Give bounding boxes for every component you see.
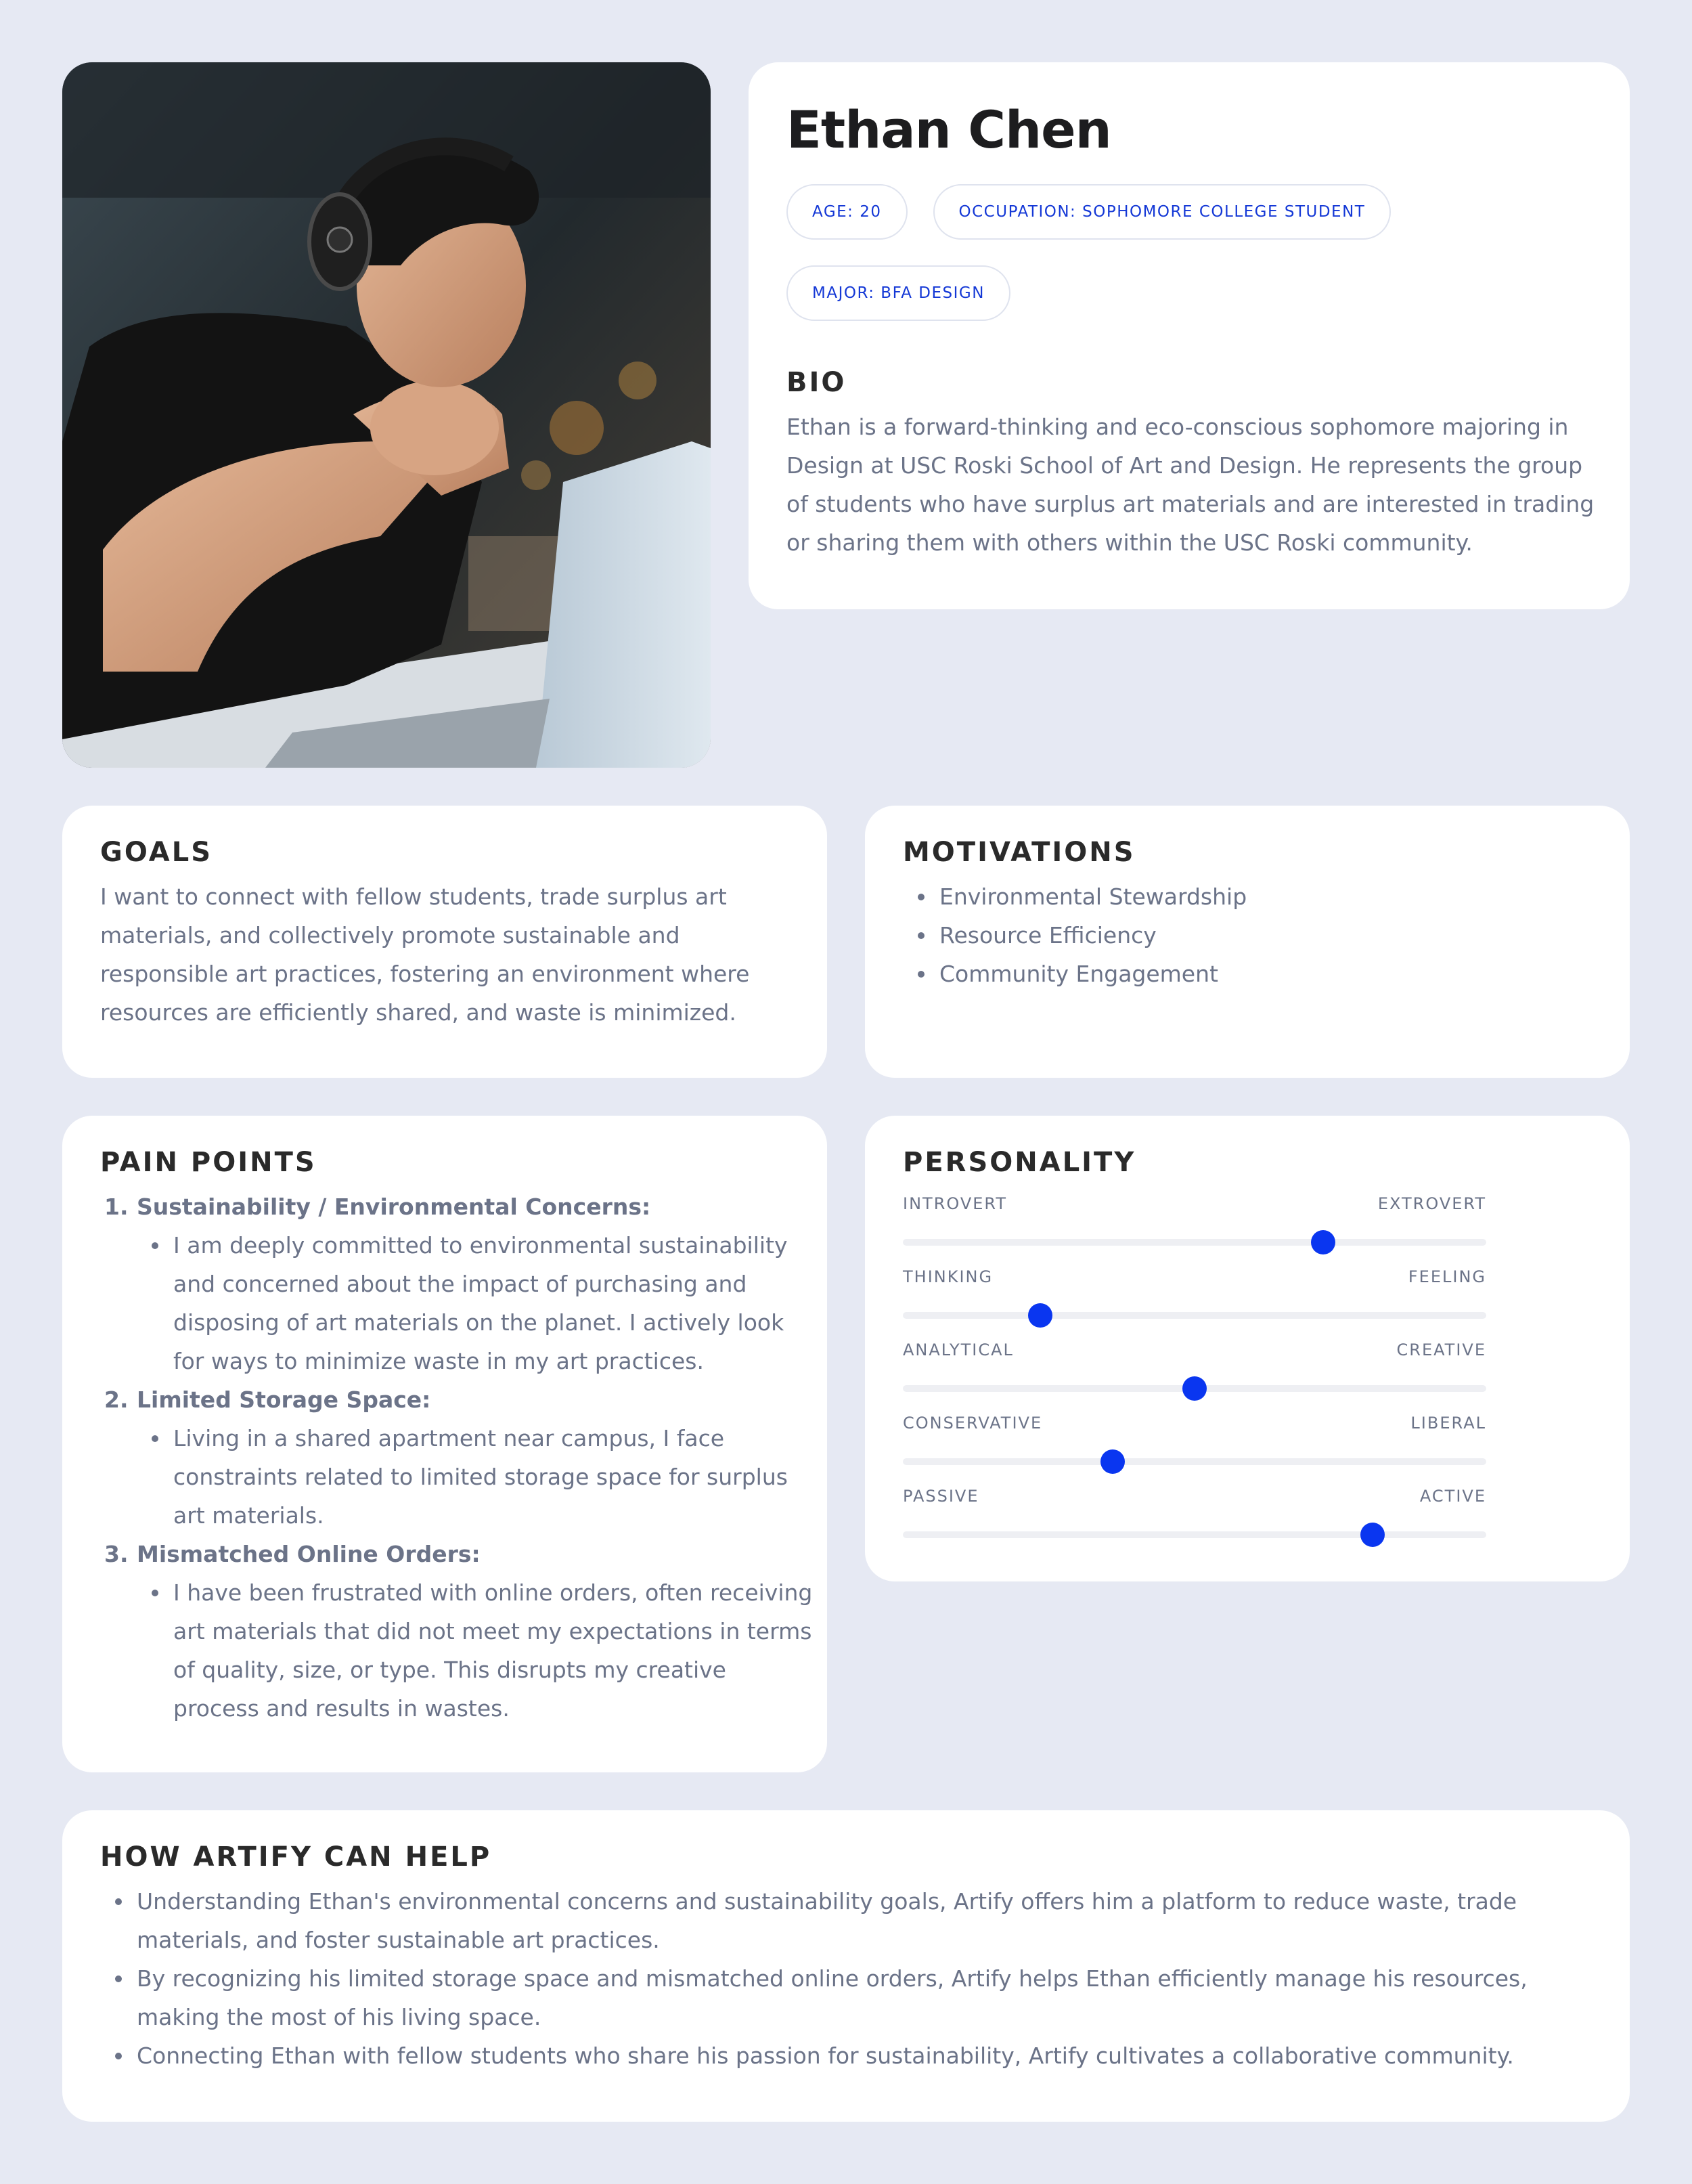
slider-track bbox=[903, 1312, 1486, 1319]
motivations-heading: MOTIVATIONS bbox=[903, 837, 1136, 868]
personality-sliders bbox=[903, 1186, 1592, 1552]
slider-left-label: CONSERVATIVE bbox=[903, 1414, 1043, 1433]
slider-right-label: EXTROVERT bbox=[1377, 1194, 1486, 1213]
slider-thumb bbox=[1100, 1449, 1125, 1474]
pain-point-number: 2. bbox=[104, 1386, 129, 1413]
major-tag: MAJOR: BFA DESIGN bbox=[786, 265, 1010, 321]
slider-left-label: INTROVERT bbox=[903, 1194, 1008, 1213]
personality-slider-thinking-feeling bbox=[903, 1259, 1486, 1332]
help-list bbox=[100, 1882, 1592, 2075]
personality-heading: PERSONALITY bbox=[903, 1147, 1136, 1178]
profile-photo-illustration bbox=[62, 62, 711, 768]
slider-thumb bbox=[1028, 1303, 1052, 1328]
how-artify-can-help-card bbox=[62, 1810, 1630, 2122]
pain-point-number: 3. bbox=[104, 1541, 129, 1567]
personality-slider-analytical-creative bbox=[903, 1332, 1486, 1405]
slider-left-label: ANALYTICAL bbox=[903, 1340, 1014, 1359]
pain-point-heading: Limited Storage Space: bbox=[137, 1386, 431, 1413]
slider-right-label: CREATIVE bbox=[1396, 1340, 1486, 1359]
personality-card bbox=[865, 1116, 1630, 1581]
pain-point-item bbox=[100, 1187, 789, 1380]
list-item: Resource Efficiency bbox=[903, 916, 1592, 955]
pain-point-detail: I have been frustrated with online orders, often receiving art materials that did not meet my expectations in terms of quality, size, or type. This disrupts my creative process and results in wastes. bbox=[137, 1573, 814, 1728]
personality-slider-passive-active bbox=[903, 1479, 1486, 1552]
personality-slider-introvert-extrovert bbox=[903, 1186, 1486, 1259]
pain-point-heading: Mismatched Online Orders: bbox=[137, 1541, 481, 1567]
pain-points-card bbox=[62, 1116, 827, 1772]
profile-photo bbox=[62, 62, 711, 768]
persona-tags bbox=[786, 184, 1531, 321]
age-tag: AGE: 20 bbox=[786, 184, 908, 240]
goals-card bbox=[62, 806, 827, 1078]
slider-track bbox=[903, 1458, 1486, 1465]
occupation-tag: OCCUPATION: SOPHOMORE COLLEGE STUDENT bbox=[933, 184, 1392, 240]
bio-text: Ethan is a forward-thinking and eco-conscious sophomore majoring in Design at USC Roski School of Art and Design. He represents the group of students who have surplus art materials and are interested in trading or sharing them with others within the USC Roski community. bbox=[786, 414, 1595, 556]
slider-right-label: FEELING bbox=[1408, 1267, 1486, 1286]
profile-header-card bbox=[749, 62, 1630, 609]
slider-right-label: LIBERAL bbox=[1410, 1414, 1486, 1433]
motivations-list bbox=[903, 877, 1592, 993]
pain-points-heading: PAIN POINTS bbox=[100, 1147, 317, 1178]
pain-points-list bbox=[100, 1187, 813, 1728]
goals-heading: GOALS bbox=[100, 837, 213, 868]
slider-left-label: THINKING bbox=[903, 1267, 994, 1286]
slider-track bbox=[903, 1531, 1486, 1538]
bio-heading: BIO bbox=[786, 367, 847, 398]
list-item: Environmental Stewardship bbox=[903, 877, 1592, 916]
pain-point-number: 1. bbox=[104, 1194, 129, 1220]
slider-thumb bbox=[1360, 1523, 1385, 1547]
list-item: Community Engagement bbox=[903, 955, 1592, 993]
slider-left-label: PASSIVE bbox=[903, 1487, 979, 1506]
list-item: Connecting Ethan with fellow students who share his passion for sustainability, Artify cultivates a collaborative community. bbox=[100, 2036, 1555, 2075]
slider-thumb bbox=[1182, 1376, 1207, 1401]
slider-right-label: ACTIVE bbox=[1419, 1487, 1486, 1506]
help-heading: HOW ARTIFY CAN HELP bbox=[100, 1841, 492, 1873]
persona-name: Ethan Chen bbox=[786, 100, 1111, 160]
pain-point-item bbox=[100, 1380, 789, 1535]
pain-point-detail: I am deeply committed to environmental sustainability and concerned about the impact of purchasing and disposing of art materials on the planet. I actively look for ways to minimize waste in my art practices. bbox=[137, 1226, 814, 1380]
slider-thumb bbox=[1311, 1230, 1335, 1254]
slider-track bbox=[903, 1385, 1486, 1392]
goals-text: I want to connect with fellow students, trade surplus art materials, and collectively promote sustainable and responsible art practices, fostering an environment where resources are efficiently shared, and waste is minimized. bbox=[100, 883, 750, 1026]
slider-track bbox=[903, 1239, 1486, 1246]
personality-slider-conservative-liberal bbox=[903, 1405, 1486, 1479]
list-item: Understanding Ethan's environmental concerns and sustainability goals, Artify offers him a platform to reduce waste, trade materials, and foster sustainable art practices. bbox=[100, 1882, 1555, 1959]
pain-point-item bbox=[100, 1535, 813, 1728]
pain-point-detail: Living in a shared apartment near campus, I face constraints related to limited storage space for surplus art materials. bbox=[137, 1419, 814, 1535]
list-item: By recognizing his limited storage space and mismatched online orders, Artify helps Ethan efficiently manage his resources, making the most of his living space. bbox=[100, 1959, 1555, 2036]
motivations-card bbox=[865, 806, 1630, 1078]
pain-point-heading: Sustainability / Environmental Concerns: bbox=[137, 1194, 651, 1220]
